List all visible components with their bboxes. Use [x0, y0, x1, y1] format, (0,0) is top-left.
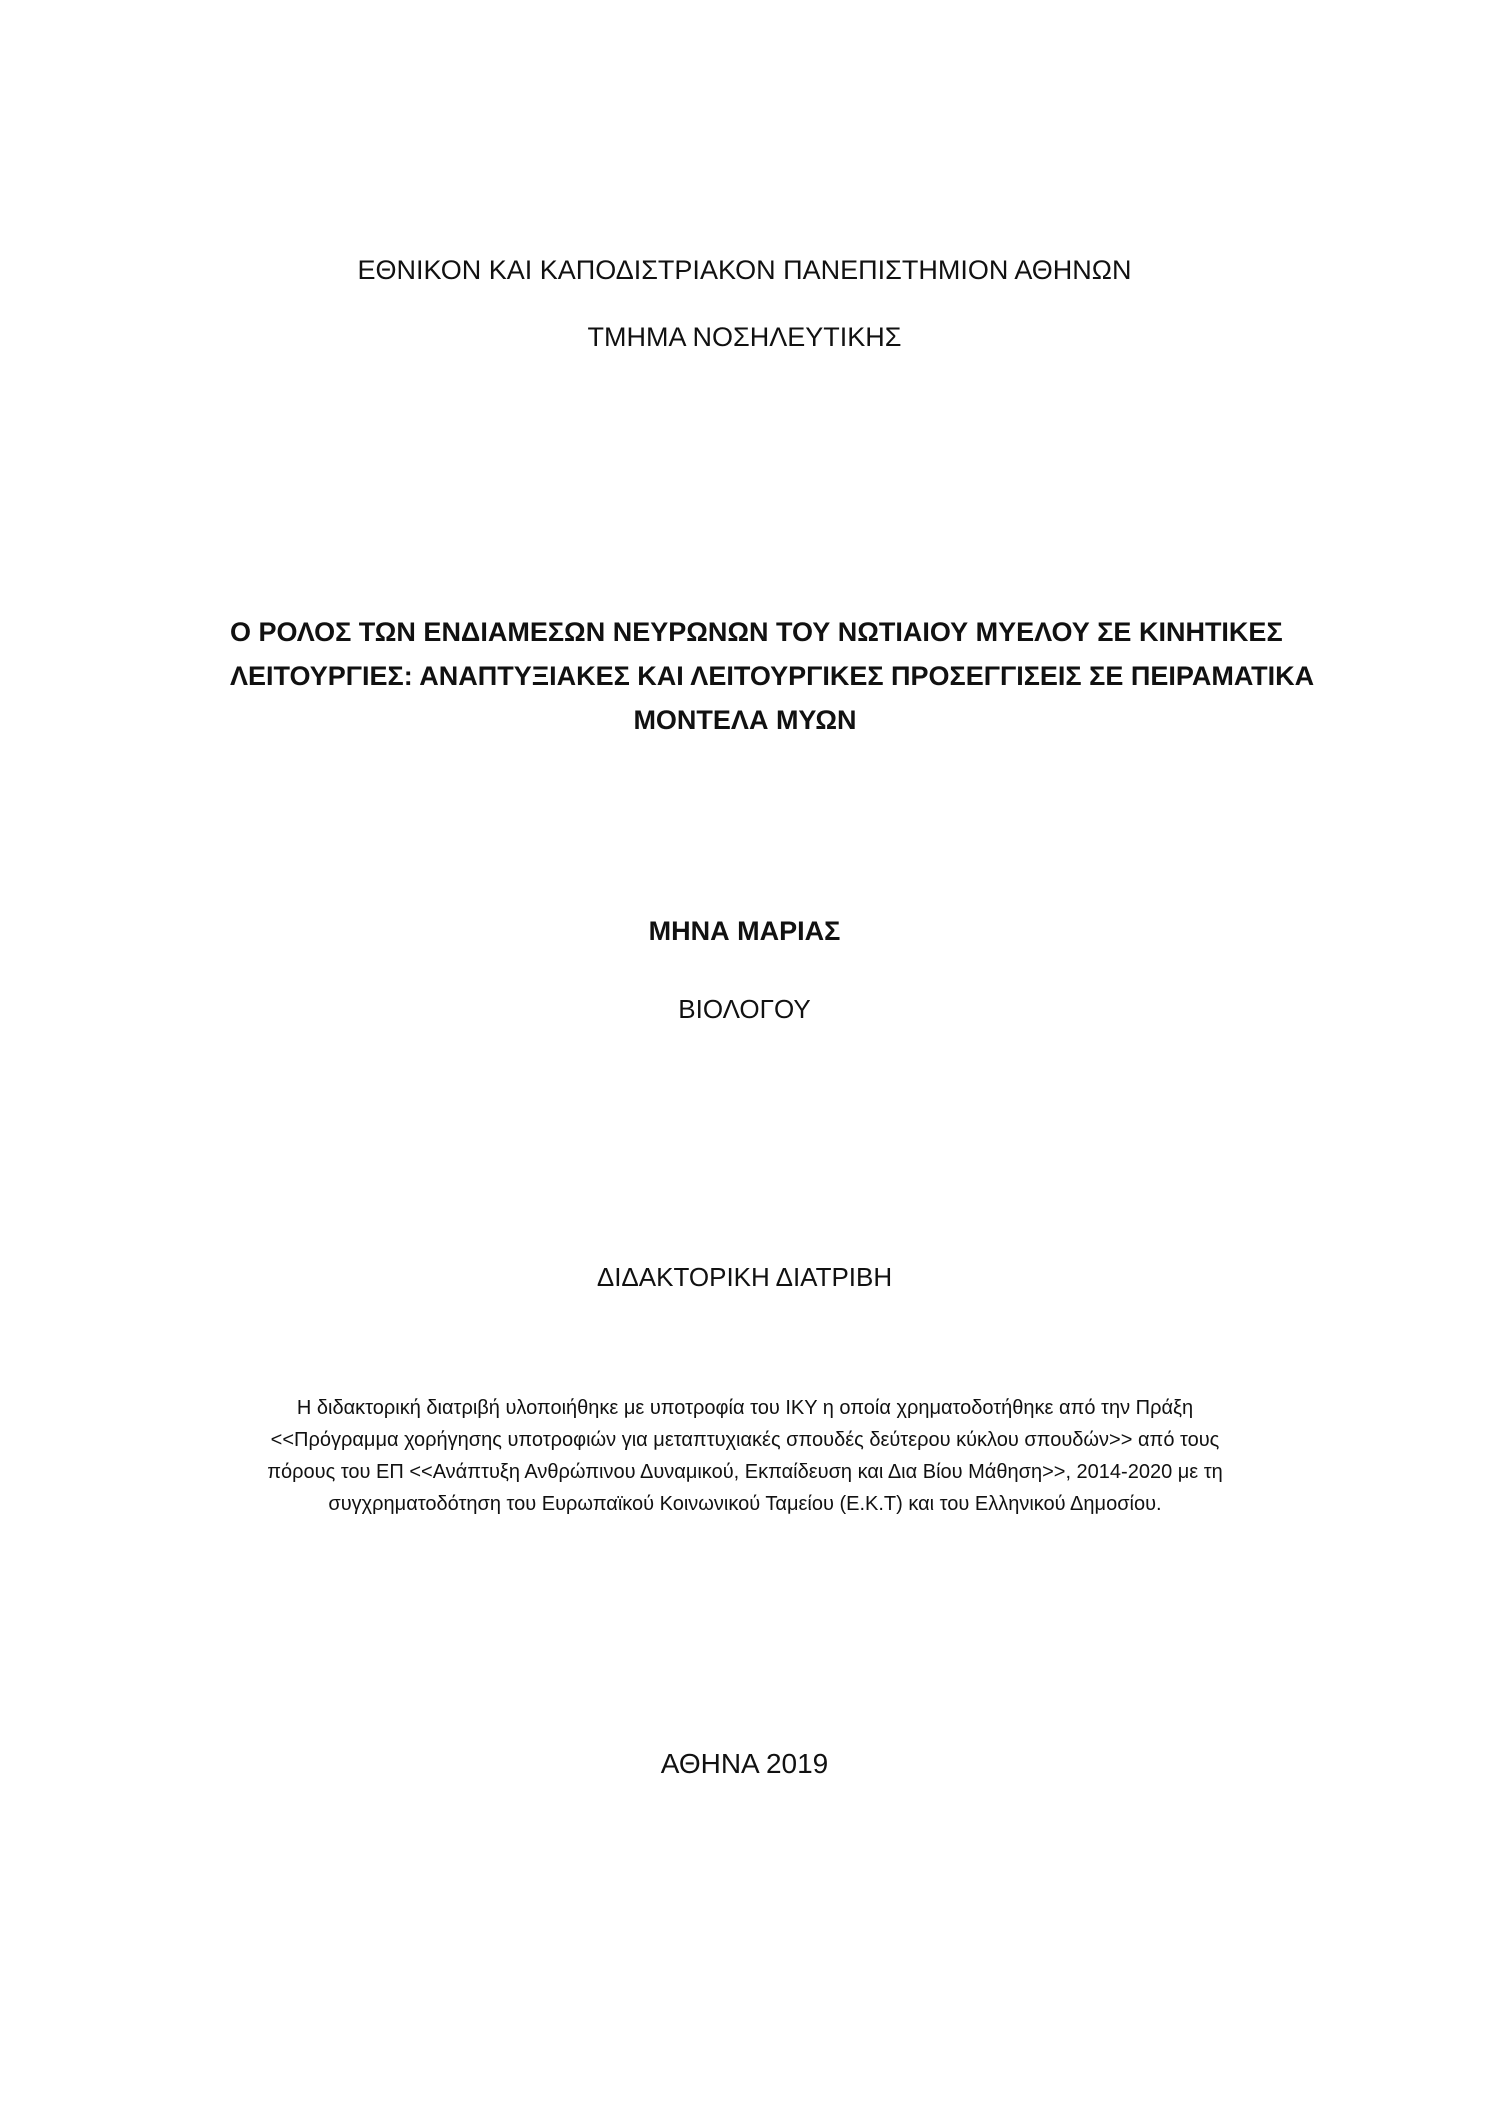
university-name: ΕΘΝΙΚΟΝ ΚΑΙ ΚΑΠΟΔΙΣΤΡΙΑΚΟΝ ΠΑΝΕΠΙΣΤΗΜΙΟΝ ΑΘΗΝΩΝ: [357, 255, 1132, 285]
funding-line: Η διδακτορική διατριβή υλοποιήθηκε με υποτροφία του ΙΚΥ η οποία χρηματοδοτήθηκε από την Πράξη: [296, 1397, 1194, 1419]
document-type: ΔΙΔΑΚΤΟΡΙΚΗ ΔΙΑΤΡΙΒΗ: [596, 1262, 893, 1292]
place-and-year: ΑΘΗΝΑ 2019: [660, 1748, 829, 1779]
thesis-title: [230, 610, 1315, 742]
author-profession: ΒΙΟΛΟΓΟΥ: [678, 994, 811, 1024]
thesis-title-line: ΛΕΙΤΟΥΡΓΙΕΣ: ΑΝΑΠΤΥΞΙΑΚΕΣ ΚΑΙ ΛΕΙΤΟΥΡΓΙΚΕΣ ΠΡΟΣΕΓΓΙΣΕΙΣ ΣΕ ΠΕΙΡΑΜΑΤΙΚΑ: [230, 661, 1315, 691]
thesis-title-line: ΜΟΝΤΕΛΑ ΜΥΩΝ: [633, 705, 857, 735]
funding-statement: [220, 1392, 1270, 1520]
department-name: ΤΜΗΜΑ ΝΟΣΗΛΕΥΤΙΚΗΣ: [587, 322, 902, 352]
funding-line: συγχρηματοδότηση του Ευρωπαϊκού Κοινωνικού Ταμείου (Ε.Κ.Τ) και του Ελληνικού Δημοσίου.: [328, 1493, 1162, 1515]
funding-line: <<Πρόγραμμα χορήγησης υποτροφιών για μεταπτυχιακές σπουδές δεύτερου κύκλου σπουδών>> από τους: [270, 1429, 1220, 1451]
author-name: ΜΗΝΑ ΜΑΡΙΑΣ: [648, 916, 841, 946]
funding-line: πόρους του ΕΠ <<Ανάπτυξη Ανθρώπινου Δυναμικού, Εκπαίδευση και Δια Βίου Μάθηση>>, 2014-2020 με τη: [267, 1461, 1223, 1483]
thesis-title-line: Ο ΡΟΛΟΣ ΤΩΝ ΕΝΔΙΑΜΕΣΩΝ ΝΕΥΡΩΝΩΝ ΤΟΥ ΝΩΤΙΑΙΟΥ ΜΥΕΛΟΥ ΣΕ ΚΙΝΗΤΙΚΕΣ: [230, 617, 1283, 647]
